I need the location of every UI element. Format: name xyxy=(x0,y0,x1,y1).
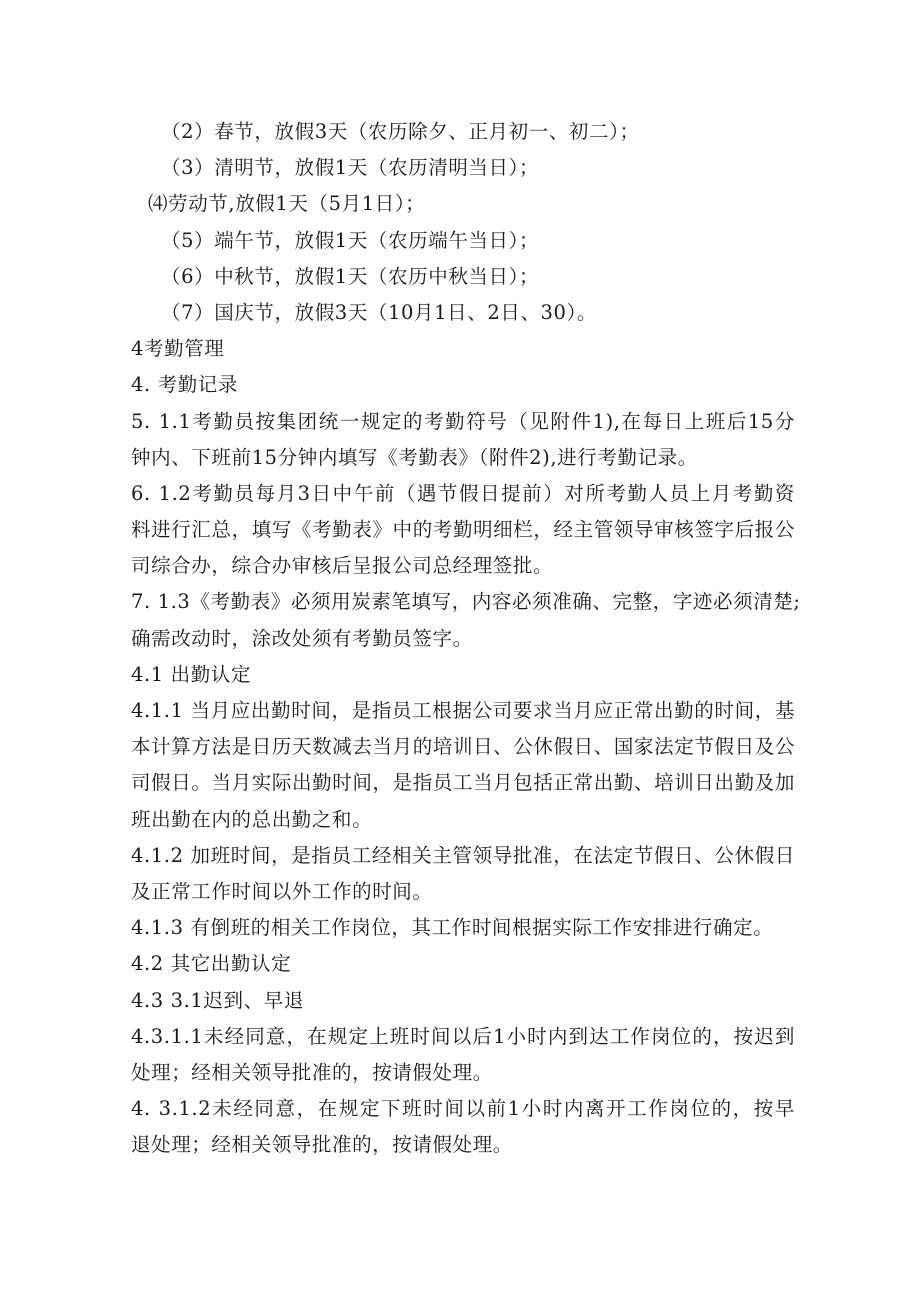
section-heading-attendance-determination: 4.1 出勤认定 xyxy=(131,662,252,686)
paragraph-line: 7. 1.3《考勤表》必须用炭素笔填写，内容必须准确、完整，字迹必须清楚; xyxy=(131,590,801,614)
paragraph-line: 确需改动时，涂改处须有考勤员签字。 xyxy=(131,626,473,650)
holiday-item-mid-autumn: （6）中秋节，放假1天（农历中秋当日）； xyxy=(161,264,540,288)
paragraph-line: 4.3.1.1未经同意，在规定上班时间以后1小时内到达工作岗位的，按迟到 xyxy=(131,1024,795,1048)
paragraph-line: 5. 1.1考勤员按集团统一规定的考勤符号（见附件1),在每日上班后15分 xyxy=(131,409,795,433)
paragraph-line: 本计算方法是日历天数减去当月的培训日、公休假日、国家法定节假日及公 xyxy=(131,735,795,759)
paragraph-line: 退处理；经相关领导批准的，按请假处理。 xyxy=(131,1133,513,1157)
holiday-item-qingming: （3）清明节，放假1天（农历清明当日）； xyxy=(161,156,540,180)
section-heading-late-early-leave: 4.3 3.1迟到、早退 xyxy=(131,988,304,1012)
paragraph-line: 4. 3.1.2未经同意，在规定下班时间以前1小时内离开工作岗位的，按早 xyxy=(131,1097,795,1121)
paragraph-line: 4.1.1 当月应出勤时间，是指员工根据公司要求当月应正常出勤的时间，基 xyxy=(131,699,795,722)
paragraph-line: 处理；经相关领导批准的，按请假处理。 xyxy=(131,1060,493,1084)
section-heading-attendance-record: 4. 考勤记录 xyxy=(131,373,239,397)
paragraph-line: 司综合办，综合办审核后呈报公司总经理签批。 xyxy=(131,554,554,578)
paragraph-line: 司假日。当月实际出勤时间，是指员工当月包括正常出勤、培训日出勤及加 xyxy=(131,771,795,795)
document-body xyxy=(131,114,801,1163)
paragraph-line: 4.1.3 有倒班的相关工作岗位，其工作时间根据实际工作安排进行确定。 xyxy=(131,916,774,940)
paragraph-line: 6. 1.2考勤员每月3日中午前（遇节假日提前）对所考勤人员上月考勤资 xyxy=(131,481,795,505)
paragraph-line: 班出勤在内的总出勤之和。 xyxy=(131,807,373,831)
holiday-item-spring-festival: （2）春节，放假3天（农历除夕、正月初一、初二）； xyxy=(161,120,640,143)
holiday-item-dragon-boat: （5）端午节，放假1天（农历端午当日）； xyxy=(161,228,540,252)
paragraph-line: 及正常工作时间以外工作的时间。 xyxy=(131,879,433,903)
section-heading-attendance-management: 4考勤管理 xyxy=(131,337,225,361)
paragraph-line: 钟内、下班前15分钟内填写《考勤表》（附件2),进行考勤记录。 xyxy=(131,445,698,469)
holiday-item-labor-day: ⑷劳动节,放假1天（5月1日）； xyxy=(148,192,426,216)
paragraph-line: 4.1.2 加班时间，是指员工经相关主管领导批准，在法定节假日、公休假日 xyxy=(131,843,795,867)
paragraph-line: 料进行汇总，填写《考勤表》中的考勤明细栏，经主管领导审核签字后报公 xyxy=(131,518,795,542)
section-heading-other-attendance: 4.2 其它出勤认定 xyxy=(131,952,292,976)
holiday-item-national-day: （7）国庆节，放假3天（10月1日、2日、30）。 xyxy=(161,300,598,324)
